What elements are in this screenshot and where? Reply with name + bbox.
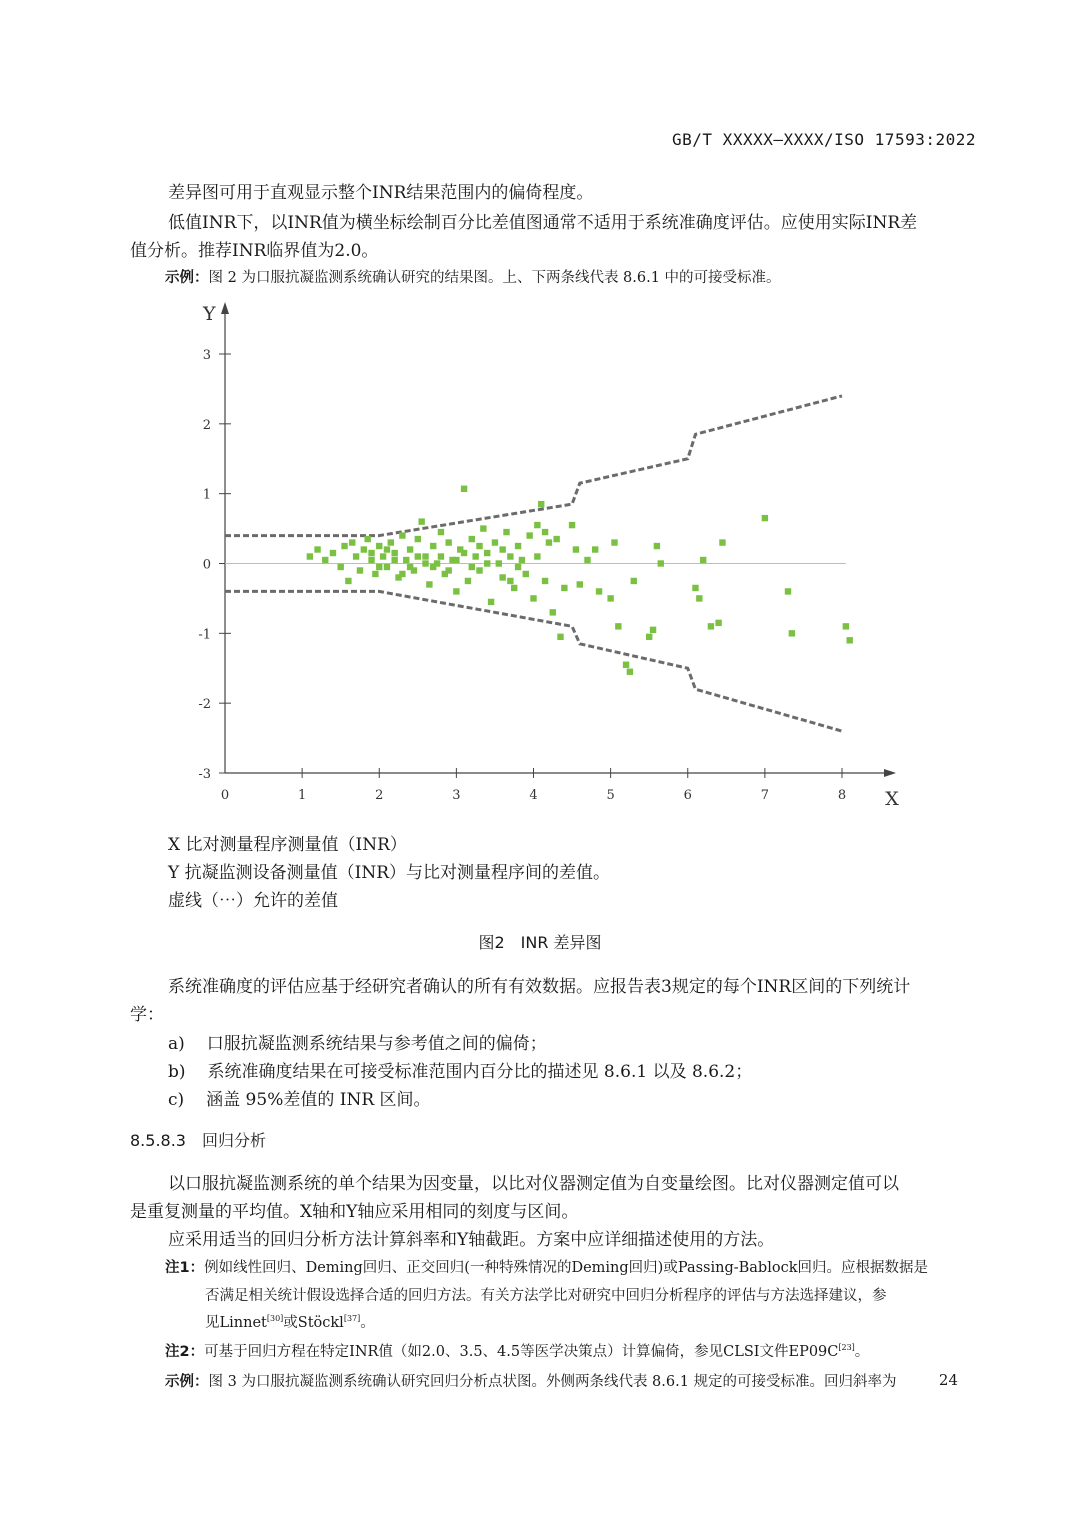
x-tick-label: 5: [606, 788, 615, 803]
x-tick-label: 7: [760, 788, 770, 803]
data-point: [719, 539, 725, 545]
data-point: [438, 553, 444, 559]
data-point: [384, 564, 390, 570]
data-point: [430, 564, 436, 570]
data-point: [534, 522, 540, 528]
data-point: [526, 532, 532, 538]
data-point: [476, 567, 482, 573]
body-paragraph-3-line-2: 学：: [130, 1005, 164, 1025]
data-point: [384, 546, 390, 552]
note-2-end: 。: [854, 1344, 870, 1360]
list-item: [168, 1085, 431, 1110]
inr-difference-chart: [180, 292, 920, 817]
data-point: [785, 588, 791, 594]
data-point: [488, 599, 494, 605]
data-point: [708, 623, 714, 629]
x-tick-label: 1: [297, 788, 307, 803]
x-tick-label: 2: [375, 788, 384, 803]
data-point: [592, 546, 598, 552]
data-point: [611, 539, 617, 545]
y-tick-label: -2: [198, 697, 211, 713]
intro-paragraph-2-line-1: 低值INR下，以INR值为横坐标绘制百分比差值图通常不适用于系统准确度评估。应使用实际INR差: [168, 213, 918, 233]
data-point: [546, 539, 552, 545]
example-text: 图 2 为口服抗凝监测系统确认研究的结果图。上、下两条线代表 8.6.1 中的可接受标准。: [208, 270, 781, 286]
list-text: 系统准确度结果在可接受标准范围内百分比的描述见 8.6.1 以及 8.6.2；: [207, 1062, 753, 1082]
legend-x: X 比对测量程序测量值（INR）: [168, 835, 407, 855]
x-tick-label: 8: [837, 788, 847, 803]
data-point: [453, 588, 459, 594]
legend-dashed: 虚线（⋯）允许的差值: [168, 891, 338, 911]
note-1-line-3: [205, 1311, 375, 1332]
list-item: [168, 1029, 547, 1054]
data-point: [847, 637, 853, 643]
data-point: [445, 567, 451, 573]
data-point: [573, 546, 579, 552]
y-axis-arrow: [221, 302, 229, 314]
regression-paragraph-1-line-1: 以口服抗凝监测系统的单个结果为因变量，以比对仪器测定值为自变量绘图。比对仪器测定值可以: [168, 1174, 899, 1194]
data-point: [503, 529, 509, 535]
note-1-text: 例如线性回归、Deming回归、正交回归(一种特殊情况的Deming回归)或Passing-Bablock回归。应根据数据是: [204, 1260, 928, 1276]
data-point: [453, 557, 459, 563]
data-point: [337, 564, 343, 570]
data-point: [364, 536, 370, 542]
x-tick-label: 4: [529, 788, 538, 803]
data-point: [658, 560, 664, 566]
data-point: [843, 623, 849, 629]
data-point: [357, 567, 363, 573]
data-point: [534, 553, 540, 559]
data-point: [654, 543, 660, 549]
data-point: [469, 536, 475, 542]
y-tick-label: 2: [202, 417, 211, 433]
data-point: [507, 553, 513, 559]
x-tick-label: 6: [683, 788, 692, 803]
data-point: [762, 515, 768, 521]
data-point: [631, 578, 637, 584]
list-marker: c): [168, 1090, 185, 1110]
note-1-text-part: 。: [360, 1315, 375, 1331]
data-point: [523, 571, 529, 577]
data-point: [692, 585, 698, 591]
data-point: [376, 564, 382, 570]
data-point: [499, 574, 505, 580]
data-point: [422, 560, 428, 566]
data-point: [391, 557, 397, 563]
data-point: [700, 557, 706, 563]
data-point: [445, 539, 451, 545]
list-text: 口服抗凝监测系统结果与参考值之间的偏倚；: [206, 1034, 547, 1054]
data-point: [407, 564, 413, 570]
data-point: [484, 550, 490, 556]
data-point: [615, 623, 621, 629]
data-point: [607, 595, 613, 601]
example-note: [165, 266, 781, 287]
data-point: [391, 550, 397, 556]
data-point: [376, 543, 382, 549]
data-point: [330, 550, 336, 556]
regression-paragraph-1-line-2: 是重复测量的平均值。X轴和Y轴应采用相同的刻度与区间。: [130, 1202, 579, 1222]
y-tick-label: 0: [202, 557, 211, 573]
data-point: [465, 578, 471, 584]
data-point: [496, 560, 502, 566]
y-tick-label: -3: [198, 767, 211, 782]
data-point: [461, 550, 467, 556]
data-point: [480, 525, 486, 531]
data-point: [577, 581, 583, 587]
x-axis-title: X: [885, 788, 899, 810]
data-point: [646, 634, 652, 640]
y-tick-label: -1: [198, 627, 211, 643]
data-point: [584, 557, 590, 563]
note-1-line-1: [165, 1256, 928, 1277]
data-point: [511, 585, 517, 591]
note-1-text-part: 见Linnet: [205, 1315, 267, 1331]
data-point: [596, 588, 602, 594]
data-point: [542, 578, 548, 584]
reference-37[interactable]: [37]: [343, 1314, 361, 1324]
data-point: [469, 564, 475, 570]
data-point: [426, 581, 432, 587]
axis-labels: [198, 303, 899, 810]
example-2-note: [165, 1370, 897, 1391]
data-point: [538, 501, 544, 507]
data-point: [472, 553, 478, 559]
data-point: [415, 553, 421, 559]
reference-23[interactable]: [23]: [838, 1343, 855, 1353]
data-point: [361, 546, 367, 552]
x-tick-label: 0: [220, 788, 230, 803]
data-point: [484, 560, 490, 566]
data-point: [403, 557, 409, 563]
data-point: [322, 557, 328, 563]
note-1-text-part: 或Stöckl: [283, 1315, 344, 1331]
data-point: [345, 578, 351, 584]
note-1-label: 注1：: [165, 1260, 205, 1276]
example-2-label: 示例：: [165, 1374, 209, 1390]
data-point: [430, 543, 436, 549]
data-point: [499, 546, 505, 552]
list-item: [168, 1057, 752, 1082]
data-point: [515, 543, 521, 549]
scatter-points: [307, 486, 853, 675]
data-point: [415, 536, 421, 542]
data-point: [314, 546, 320, 552]
page-number: 24: [938, 1371, 958, 1389]
y-axis-title: Y: [203, 303, 216, 325]
data-point: [368, 557, 374, 563]
lower-limit-line: [225, 591, 842, 731]
data-point: [407, 546, 413, 552]
data-point: [650, 627, 656, 633]
data-point: [530, 595, 536, 601]
data-point: [696, 595, 702, 601]
data-point: [461, 486, 467, 492]
data-point: [368, 550, 374, 556]
data-point: [307, 553, 313, 559]
data-point: [569, 522, 575, 528]
example-label: 示例：: [165, 270, 209, 286]
data-point: [353, 553, 359, 559]
regression-paragraph-2: 应采用适当的回归分析方法计算斜率和Y轴截距。方案中应详细描述使用的方法。: [168, 1230, 775, 1250]
x-axis-arrow: [884, 769, 896, 777]
section-number: 8.5.8.3: [130, 1131, 186, 1150]
data-point: [561, 585, 567, 591]
intro-paragraph-2-line-2: 值分析。推荐INR临界值为2.0。: [130, 241, 379, 261]
intro-paragraph-1: 差异图可用于直观显示整个INR结果范围内的偏倚程度。: [168, 183, 594, 203]
data-point: [372, 571, 378, 577]
data-point: [399, 532, 405, 538]
data-point: [715, 620, 721, 626]
data-point: [789, 630, 795, 636]
data-point: [515, 564, 521, 570]
data-point: [438, 529, 444, 535]
data-point: [492, 539, 498, 545]
note-2-text: 可基于回归方程在特定INR值（如2.0、3.5、4.5等医学决策点）计算偏倚，参见CLSI文件EP09C: [204, 1344, 839, 1360]
section-heading: [130, 1128, 266, 1151]
legend-y: Y 抗凝监测设备测量值（INR）与比对测量程序间的差值。: [168, 863, 611, 883]
section-title: 回归分析: [201, 1131, 266, 1150]
data-point: [557, 634, 563, 640]
data-point: [388, 539, 394, 545]
document-code-header: GB/T XXXXX—XXXX/ISO 17593:2022: [672, 130, 976, 149]
data-point: [623, 662, 629, 668]
data-point: [422, 553, 428, 559]
data-point: [507, 578, 513, 584]
example-2-text: 图 3 为口服抗凝监测系统确认研究回归分析点状图。外侧两条线代表 8.6.1 规定的可接受标准。回归斜率为: [208, 1374, 897, 1390]
data-point: [418, 518, 424, 524]
reference-30[interactable]: [30]: [266, 1314, 284, 1324]
data-point: [380, 553, 386, 559]
y-tick-label: 3: [202, 348, 211, 363]
data-point: [341, 543, 347, 549]
figure-caption: 图2 INR 差异图: [478, 933, 602, 952]
list-text: 涵盖 95%差值的 INR 区间。: [206, 1090, 431, 1110]
data-point: [542, 529, 548, 535]
data-point: [399, 571, 405, 577]
list-marker: a): [168, 1034, 185, 1054]
body-paragraph-3-line-1: 系统准确度的评估应基于经研究者确认的所有有效数据。应报告表3规定的每个INR区间的下列统计: [168, 977, 911, 997]
y-tick-label: 1: [202, 487, 211, 503]
data-point: [519, 557, 525, 563]
list-marker: b): [168, 1062, 186, 1082]
note-2: [165, 1340, 869, 1361]
data-point: [476, 543, 482, 549]
data-point: [627, 669, 633, 675]
data-point: [550, 609, 556, 615]
data-point: [553, 536, 559, 542]
upper-limit-line: [225, 396, 842, 536]
note-2-label: 注2：: [165, 1344, 205, 1360]
data-point: [349, 539, 355, 545]
note-1-line-2: 否满足相关统计假设选择合适的回归方法。有关方法学比对研究中回归分析程序的评估与方法选择建议，参: [205, 1288, 887, 1304]
x-tick-label: 3: [452, 788, 461, 803]
